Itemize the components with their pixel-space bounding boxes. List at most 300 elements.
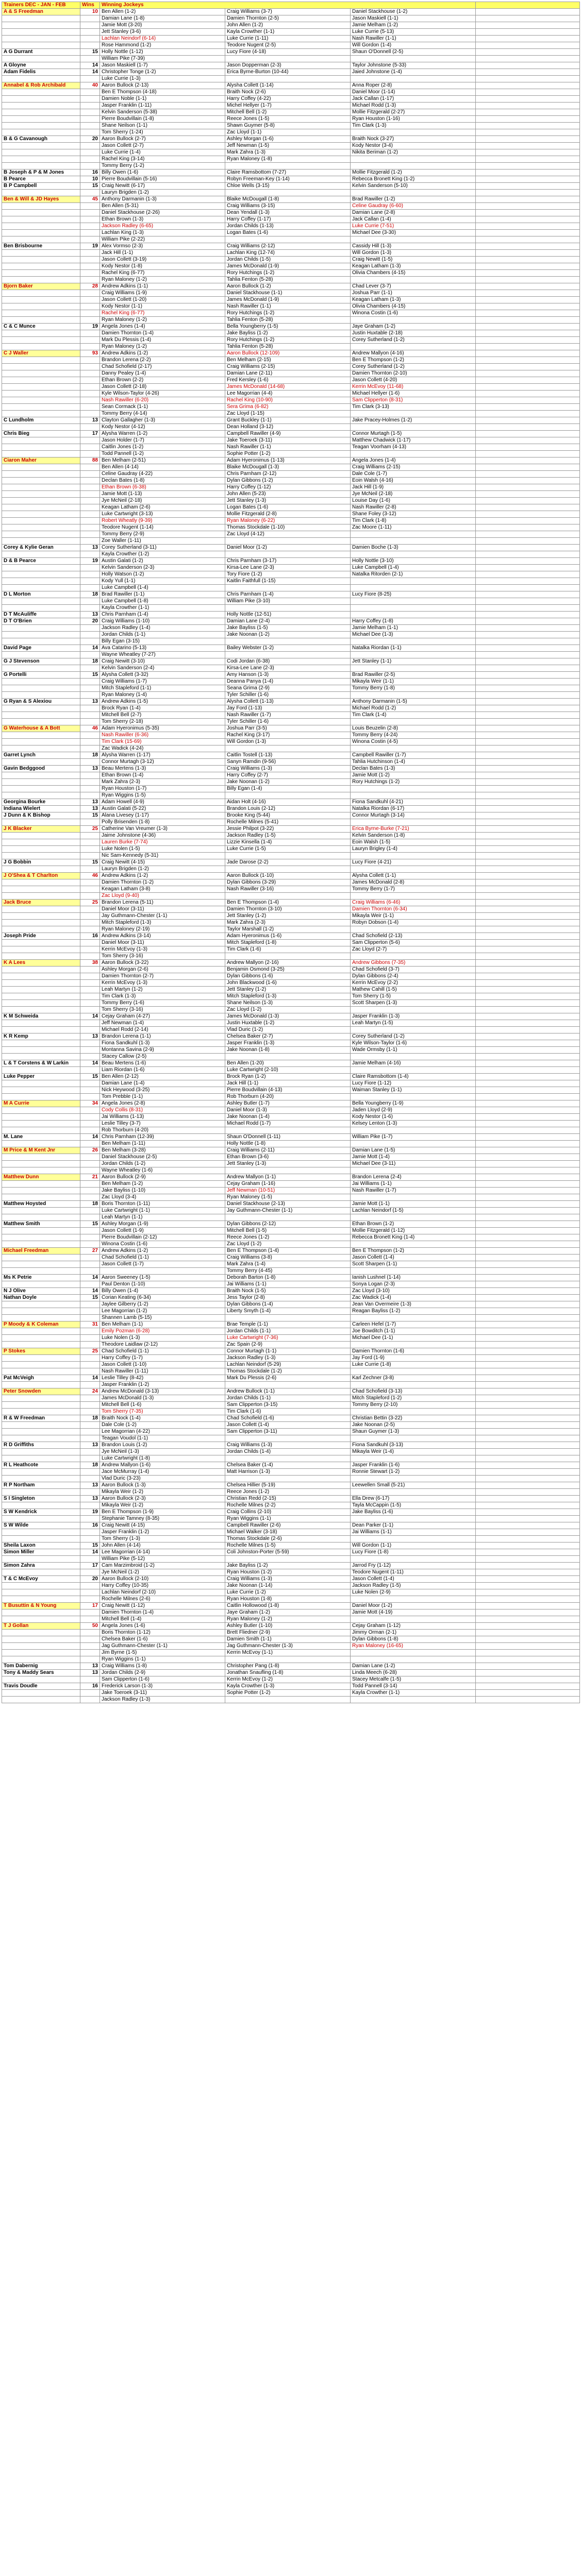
row-spacer — [476, 1234, 580, 1241]
jockey-cell: Sam Clipperton (3-11) — [225, 1429, 351, 1435]
table-row — [2, 960, 580, 967]
trainer-wins-spacer — [80, 1027, 100, 1033]
jockey-cell: Nash Rawiller (1-7) — [225, 712, 351, 719]
jockey-cell: Jamie Melham (4-16) — [351, 1060, 476, 1067]
table-row — [2, 1228, 580, 1234]
jockey-cell: Andrew Adkins (1-5) — [100, 699, 225, 705]
row-spacer — [476, 1268, 580, 1275]
trainer-name-spacer — [2, 638, 80, 645]
jockey-cell — [351, 1516, 476, 1522]
row-spacer — [476, 478, 580, 484]
trainer-name-spacer — [2, 1569, 80, 1576]
jockey-cell: Theodore Laidlaw (2-12) — [100, 1342, 225, 1348]
trainer-wins-spacer — [80, 22, 100, 29]
jockey-cell: Jamie Mott (1-4) — [351, 1154, 476, 1161]
trainer-wins-spacer — [80, 819, 100, 826]
table-row — [2, 136, 580, 143]
trainer-name: Corey & Kylie Geran — [2, 545, 80, 551]
trainer-wins-spacer — [80, 1556, 100, 1563]
jockey-cell: Nash Rawiller (6-36) — [100, 732, 225, 739]
table-row — [2, 36, 580, 42]
trainer-name-spacer — [2, 1650, 80, 1656]
trainer-wins-spacer — [80, 1355, 100, 1362]
table-row — [2, 250, 580, 257]
row-spacer — [476, 591, 580, 598]
table-row — [2, 1429, 580, 1435]
jockey-cell: Ethan Brown (1-2) — [351, 1221, 476, 1228]
jockey-cell: Sophie Potter (1-2) — [225, 451, 351, 457]
jockey-cell: Kerrin McEvoy (2-2) — [351, 980, 476, 987]
jockey-cell: Ryan Houston (1-2) — [225, 1569, 351, 1576]
row-spacer — [476, 1563, 580, 1569]
table-row — [2, 819, 580, 826]
jockey-cell — [351, 1455, 476, 1462]
table-row — [2, 551, 580, 558]
jockey-cell: Lachlan Neindorf (6-14) — [100, 36, 225, 42]
jockey-cell: Connor Murtagh (3-14) — [351, 812, 476, 819]
trainer-name-spacer — [2, 1094, 80, 1100]
jockey-cell: Natalka Riordan (6-17) — [351, 806, 476, 812]
trainer-wins-spacer — [80, 1040, 100, 1047]
trainer-wins-spacer — [80, 967, 100, 973]
trainer-name-spacer — [2, 1529, 80, 1536]
trainer-wins: 15 — [80, 1543, 100, 1549]
jockey-cell: Winona Costin (4-5) — [351, 739, 476, 745]
jockey-cell: Kody Nestor (1-8) — [100, 263, 225, 270]
jockey-cell: Lauren Burke (7-74) — [100, 839, 225, 846]
trainer-wins: 16 — [80, 933, 100, 940]
trainer-name-spacer — [2, 1121, 80, 1127]
jockey-cell: Adam Hyeronimus (5-35) — [100, 725, 225, 732]
trainer-name: G Waterhouse & A Bott — [2, 725, 80, 732]
jockey-cell: Anthony Darmanin (1-3) — [100, 196, 225, 203]
jockey-cell: Rochelle Milnes (2-6) — [100, 1596, 225, 1603]
jockey-cell: Bella Youngberry (1-9) — [351, 1100, 476, 1107]
trainer-name-spacer — [2, 665, 80, 672]
trainer-wins: 15 — [80, 1221, 100, 1228]
row-spacer — [476, 511, 580, 518]
jockey-cell: Jason Maskiell (1-1) — [351, 15, 476, 22]
row-spacer — [476, 1087, 580, 1094]
header-jockeys: Winning Jockeys — [100, 2, 476, 9]
trainers-table — [2, 2, 580, 1703]
row-spacer — [476, 22, 580, 29]
trainer-name: G J Stevenson — [2, 658, 80, 665]
trainer-name: Matthew Smith — [2, 1221, 80, 1228]
table-row — [2, 1194, 580, 1201]
table-row — [2, 310, 580, 317]
trainer-wins-spacer — [80, 759, 100, 766]
trainer-name-spacer — [2, 404, 80, 411]
jockey-cell: Sam Clipperton (3-15) — [225, 1402, 351, 1409]
jockey-cell: Coli Johnston-Porter (5-59) — [225, 1549, 351, 1556]
row-spacer — [476, 1442, 580, 1449]
trainer-name-spacer — [2, 1596, 80, 1603]
jockey-cell: Ben E Thompson (1-4) — [225, 900, 351, 906]
jockey-cell: Nash Rawiller (2-8) — [351, 504, 476, 511]
trainer-wins-spacer — [80, 76, 100, 82]
table-row — [2, 1697, 580, 1703]
trainer-name: S W Wilde — [2, 1522, 80, 1529]
table-row — [2, 866, 580, 873]
row-spacer — [476, 1455, 580, 1462]
table-row — [2, 578, 580, 585]
trainer-wins: 15 — [80, 183, 100, 190]
jockey-cell: Wayne Wheatley (7-27) — [100, 652, 225, 658]
jockey-cell: Seana Grima (2-9) — [225, 685, 351, 692]
jockey-cell: Michael Rodd (1-2) — [351, 705, 476, 712]
jockey-cell: Ryan Wiggins (1-1) — [225, 1516, 351, 1522]
trainer-name-spacer — [2, 833, 80, 839]
table-row — [2, 89, 580, 96]
trainer-wins-spacer — [80, 1516, 100, 1522]
jockey-cell: William Pike (1-7) — [351, 1134, 476, 1141]
jockey-cell: Craig Williams (1-3) — [225, 1576, 351, 1583]
jockey-cell: Craig Williams (2-15) — [351, 464, 476, 471]
jockey-cell: Brandon Lerena (2-2) — [100, 357, 225, 364]
table-row — [2, 940, 580, 946]
trainer-name-spacer — [2, 1476, 80, 1482]
jockey-cell: Mikayla Weir (1-1) — [351, 679, 476, 685]
jockey-cell: Paul Denton (1-10) — [100, 1281, 225, 1288]
jockey-cell — [351, 638, 476, 645]
table-row — [2, 22, 580, 29]
trainer-wins-spacer — [80, 1609, 100, 1616]
jockey-cell: Ryan Houston (1-7) — [100, 786, 225, 792]
table-row — [2, 565, 580, 571]
jockey-cell: Matthew Chadwick (1-17) — [351, 437, 476, 444]
trainer-name: M. Lane — [2, 1134, 80, 1141]
jockey-cell: Austin Galati (5-22) — [100, 806, 225, 812]
jockey-cell: James McDonald (1-9) — [225, 263, 351, 270]
trainer-name-spacer — [2, 632, 80, 638]
jockey-cell: Daniel Stackhouse (2-26) — [100, 210, 225, 216]
jockey-cell — [351, 1007, 476, 1013]
jockey-cell: Cejay Graham (1-12) — [351, 1623, 476, 1630]
trainer-name-spacer — [2, 250, 80, 257]
row-spacer — [476, 89, 580, 96]
jockey-cell: Deanna Panya (1-4) — [225, 679, 351, 685]
jockey-cell: Jett Stanley (1-2) — [225, 987, 351, 993]
table-row — [2, 906, 580, 913]
row-spacer — [476, 176, 580, 183]
jockey-cell: Mikayla Weir (1-4) — [351, 1449, 476, 1455]
row-spacer — [476, 518, 580, 524]
trainer-wins: 13 — [80, 766, 100, 772]
jockey-cell: Daniel Stackhouse (1-2) — [351, 9, 476, 15]
jockey-cell: Andrew Adkins (1-2) — [100, 1248, 225, 1255]
jockey-cell — [351, 1141, 476, 1147]
trainer-name-spacer — [2, 223, 80, 230]
jockey-cell: Damian Lane (1-4) — [100, 1080, 225, 1087]
trainer-wins-spacer — [80, 156, 100, 163]
table-row — [2, 103, 580, 109]
jockey-cell: Eoin Walsh (1-5) — [351, 839, 476, 846]
table-row — [2, 344, 580, 350]
row-spacer — [476, 384, 580, 391]
jockey-cell: Mitchell Bell (1-2) — [225, 109, 351, 116]
table-row — [2, 1355, 580, 1362]
table-row — [2, 1033, 580, 1040]
trainer-name-spacer — [2, 1228, 80, 1234]
row-spacer — [476, 893, 580, 900]
jockey-cell: Rory Hutchings (1-2) — [225, 337, 351, 344]
table-row — [2, 277, 580, 283]
row-spacer — [476, 1422, 580, 1429]
table-row — [2, 900, 580, 906]
trainer-name-spacer — [2, 22, 80, 29]
jockey-cell: Dylan Gibbons (3-29) — [225, 879, 351, 886]
jockey-cell: Zac Moore (1-11) — [351, 524, 476, 531]
trainer-name-spacer — [2, 384, 80, 391]
trainer-name-spacer — [2, 143, 80, 149]
jockey-cell: Ben Melham (1-1) — [100, 1321, 225, 1328]
row-spacer — [476, 1569, 580, 1576]
row-spacer — [476, 417, 580, 424]
jockey-cell — [225, 652, 351, 658]
table-row — [2, 196, 580, 203]
jockey-cell: Michael Rodd (1-7) — [225, 1121, 351, 1127]
jockey-cell: Fred Kersley (1-6) — [225, 377, 351, 384]
jockey-cell: Tim Clark (1-6) — [225, 1409, 351, 1415]
table-row — [2, 1502, 580, 1509]
row-spacer — [476, 1623, 580, 1630]
jockey-cell: Tommy Berry (1-8) — [351, 685, 476, 692]
table-row — [2, 1255, 580, 1261]
jockey-cell — [351, 1650, 476, 1656]
trainer-name-spacer — [2, 1127, 80, 1134]
row-spacer — [476, 1429, 580, 1435]
row-spacer — [476, 1589, 580, 1596]
row-spacer — [476, 987, 580, 993]
trainer-wins-spacer — [80, 310, 100, 317]
trainer-name-spacer — [2, 1080, 80, 1087]
jockey-cell: Rebecca Bronett King (1-4) — [351, 1234, 476, 1241]
jockey-cell: Ben Allen (5-31) — [100, 203, 225, 210]
trainer-wins-spacer — [80, 679, 100, 685]
trainer-name-spacer — [2, 906, 80, 913]
row-spacer — [476, 183, 580, 190]
row-spacer — [476, 109, 580, 116]
jockey-cell: Robyn Freeman-Key (1-14) — [225, 176, 351, 183]
row-spacer — [476, 330, 580, 337]
jockey-cell: Ryan Maloney (1-4) — [100, 692, 225, 699]
table-row — [2, 571, 580, 578]
trainer-wins-spacer — [80, 1616, 100, 1623]
trainer-wins-spacer — [80, 270, 100, 277]
row-spacer — [476, 216, 580, 223]
trainer-name-spacer — [2, 1141, 80, 1147]
trainer-wins-spacer — [80, 1449, 100, 1455]
trainer-wins-spacer — [80, 1188, 100, 1194]
row-spacer — [476, 350, 580, 357]
jockey-cell: Tom Sherry (1-3) — [100, 1536, 225, 1543]
jockey-cell — [351, 163, 476, 170]
trainer-name-spacer — [2, 330, 80, 337]
row-spacer — [476, 658, 580, 665]
jockey-cell: Michael Dee (3-11) — [351, 1161, 476, 1167]
row-spacer — [476, 585, 580, 591]
trainer-name: Travis Doudle — [2, 1683, 80, 1690]
jockey-cell: Jay Guthmann-Chester (1-1) — [100, 913, 225, 920]
trainer-wins-spacer — [80, 1121, 100, 1127]
trainer-wins-spacer — [80, 216, 100, 223]
table-row — [2, 149, 580, 156]
trainer-name-spacer — [2, 257, 80, 263]
trainer-name: Matthew Dunn — [2, 1174, 80, 1181]
table-row — [2, 933, 580, 940]
jockey-cell: Damian Lane (1-2) — [351, 1663, 476, 1670]
table-row — [2, 839, 580, 846]
jockey-cell: Stacey Callow (2-5) — [100, 1054, 225, 1060]
jockey-cell: Tayla McCappin (1-5) — [351, 1502, 476, 1509]
trainer-name-spacer — [2, 1636, 80, 1643]
jockey-cell: Mollie Fitzgerald (1-2) — [351, 170, 476, 176]
jockey-cell: Aaron Bullock (1-2) — [225, 283, 351, 290]
trainer-name-spacer — [2, 491, 80, 498]
jockey-cell: Jai Williams (1-13) — [100, 1114, 225, 1121]
row-spacer — [476, 62, 580, 69]
trainer-name-spacer — [2, 1188, 80, 1194]
trainer-name-spacer — [2, 1000, 80, 1007]
jockey-cell: Nick Heywood (3-25) — [100, 1087, 225, 1094]
trainer-name-spacer — [2, 210, 80, 216]
jockey-cell: Brandon Lerena (2-4) — [351, 1174, 476, 1181]
jockey-cell: Chris Parnham (1-4) — [100, 612, 225, 618]
trainer-wins: 14 — [80, 1013, 100, 1020]
trainer-name-spacer — [2, 1007, 80, 1013]
trainer-wins-spacer — [80, 1342, 100, 1348]
row-spacer — [476, 906, 580, 913]
trainer-wins-spacer — [80, 739, 100, 745]
trainer-wins-spacer — [80, 913, 100, 920]
jockey-cell: Rochelle Milnes (5-41) — [225, 819, 351, 826]
table-row — [2, 1154, 580, 1161]
trainer-wins-spacer — [80, 290, 100, 297]
jockey-cell: Mitch Stapleford (1-3) — [100, 920, 225, 926]
trainer-wins: 14 — [80, 1549, 100, 1556]
table-row — [2, 1301, 580, 1308]
jockey-cell: Craig Williams (6-46) — [351, 900, 476, 906]
jockey-cell: Olivia Chambers (4-15) — [351, 303, 476, 310]
table-row — [2, 391, 580, 397]
jockey-cell: Ianish Lushnel (1-14) — [351, 1275, 476, 1281]
jockey-cell: Zac Lloyd (4-12) — [225, 531, 351, 538]
jockey-cell: Rachel King (6-77) — [100, 310, 225, 317]
row-spacer — [476, 1074, 580, 1080]
table-row — [2, 1281, 580, 1288]
jockey-cell: Craig Williams (1-7) — [100, 679, 225, 685]
jockey-cell: Anna Roper (2-8) — [351, 82, 476, 89]
trainer-wins-spacer — [80, 578, 100, 585]
jockey-cell: Shannen Lamb (5-15) — [100, 1315, 225, 1321]
row-spacer — [476, 210, 580, 216]
jockey-cell: Jett Stanley (1-3) — [225, 498, 351, 504]
jockey-cell: Jordan Childs (1-13) — [225, 223, 351, 230]
trainer-wins: 15 — [80, 672, 100, 679]
trainer-name-spacer — [2, 772, 80, 779]
jockey-cell: Vlad Duric (1-2) — [225, 1027, 351, 1033]
trainer-name-spacer — [2, 853, 80, 859]
trainer-wins-spacer — [80, 1402, 100, 1409]
jockey-cell: Ben Allen (1-2) — [100, 9, 225, 15]
jockey-cell: Benjamin Osmond (3-25) — [225, 967, 351, 973]
table-row — [2, 1127, 580, 1134]
trainer-wins: 14 — [80, 1375, 100, 1382]
row-spacer — [476, 859, 580, 866]
jockey-cell — [351, 1536, 476, 1543]
jockey-cell: Harry Coffey (1-8) — [351, 618, 476, 625]
trainer-wins-spacer — [80, 370, 100, 377]
jockey-cell: Lucy Fiore (1-12) — [351, 1080, 476, 1087]
jockey-cell: Nash Rawiller (1-11) — [100, 1368, 225, 1375]
table-row — [2, 846, 580, 853]
jockey-cell — [351, 866, 476, 873]
jockey-cell: Rochelle Milnes (2-2) — [225, 1502, 351, 1509]
trainer-name-spacer — [2, 203, 80, 210]
table-row — [2, 1188, 580, 1194]
jockey-cell: Dean Yendall (1-3) — [225, 210, 351, 216]
jockey-cell — [225, 585, 351, 591]
table-row — [2, 1382, 580, 1388]
jockey-cell: Ben Melham (1-11) — [100, 1141, 225, 1147]
trainer-name-spacer — [2, 719, 80, 725]
trainer-name-spacer — [2, 357, 80, 364]
jockey-cell — [351, 745, 476, 752]
jockey-cell: Rose Hammond (1-2) — [100, 42, 225, 49]
trainer-wins: 25 — [80, 900, 100, 906]
table-row — [2, 1134, 580, 1141]
row-spacer — [476, 1690, 580, 1697]
jockey-cell: Mark Du Plessis (2-6) — [225, 1375, 351, 1382]
jockey-cell: Mitchell Bell (1-6) — [100, 1402, 225, 1409]
jockey-cell: Damien Thornton (1-4) — [100, 1609, 225, 1616]
trainer-name-spacer — [2, 36, 80, 42]
row-spacer — [476, 451, 580, 457]
row-spacer — [476, 1121, 580, 1127]
jockey-cell: Pierre Boudvillain (5-16) — [100, 176, 225, 183]
jockey-cell: Jake Noonan (1-2) — [225, 632, 351, 638]
trainer-name: M Price & M Kent Jnr — [2, 1147, 80, 1154]
row-spacer — [476, 1415, 580, 1422]
jockey-cell: Sera Grima (6-82) — [225, 404, 351, 411]
table-row — [2, 203, 580, 210]
table-row — [2, 236, 580, 243]
table-row — [2, 1315, 580, 1321]
jockey-cell: Billy Egan (3-15) — [100, 638, 225, 645]
jockey-cell: Mikayla Weir (1-2) — [100, 1489, 225, 1496]
trainer-name-spacer — [2, 317, 80, 324]
row-spacer — [476, 839, 580, 846]
trainer-name: Simon Miller — [2, 1549, 80, 1556]
jockey-cell: Nash Rawiller (3-16) — [225, 886, 351, 893]
jockey-cell — [225, 953, 351, 960]
trainer-name: M A Currie — [2, 1100, 80, 1107]
trainer-wins-spacer — [80, 886, 100, 893]
jockey-cell: Jackson Radley (1-4) — [100, 625, 225, 632]
jockey-cell: Michael Rodd (1-3) — [351, 103, 476, 109]
table-row — [2, 357, 580, 364]
table-row — [2, 786, 580, 792]
trainer-wins-spacer — [80, 364, 100, 370]
row-spacer — [476, 786, 580, 792]
trainer-name-spacer — [2, 464, 80, 471]
jockey-cell: Kerrin McEvoy (11-68) — [351, 384, 476, 391]
jockey-cell: Corey Sutherland (3-11) — [100, 545, 225, 551]
row-spacer — [476, 82, 580, 89]
jockey-cell — [351, 893, 476, 900]
jockey-cell: Braith Nock (1-5) — [225, 1288, 351, 1295]
